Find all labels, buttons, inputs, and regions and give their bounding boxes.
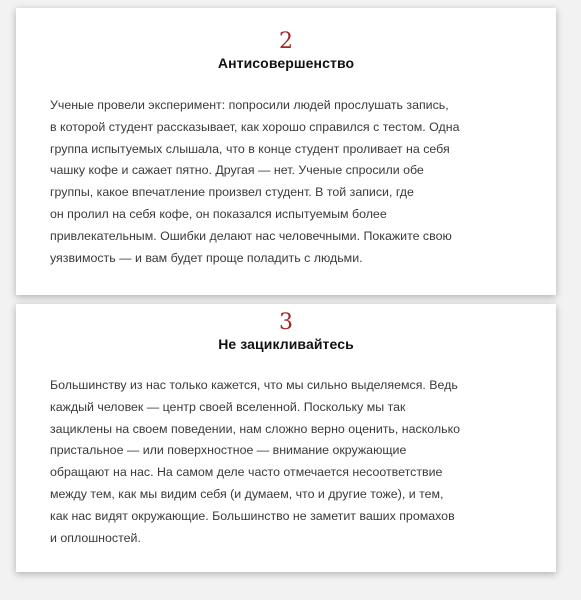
body-line: каждый человек — центр своей вселенной. Поскольку мы так xyxy=(50,399,406,414)
section-card-2 xyxy=(16,8,556,295)
body-line: зациклены на своем поведении, нам сложно верно оценить, насколько xyxy=(50,421,461,436)
body-line: группа испытуемых слышала, что в конце студент проливает на себя xyxy=(50,141,450,156)
body-line: как нас видят окружающие. Большинство не заметит ваших промахов xyxy=(50,508,455,523)
body-line: уязвимость — и вам будет проще поладить с людьми. xyxy=(50,250,363,265)
body-line: обращают на нас. На самом деле часто отмечается несоответствие xyxy=(50,465,443,480)
section-body xyxy=(50,375,522,549)
body-line: в которой студент рассказывает, как хорошо справился с тестом. Одна xyxy=(50,119,460,134)
body-line: пристальное — или поверхностное — внимание окружающие xyxy=(50,443,407,458)
body-line: привлекательным. Ошибки делают нас человечными. Покажите свою xyxy=(50,228,452,243)
section-title: Не зацикливайтесь xyxy=(218,336,354,352)
body-line: Большинству из нас только кажется, что мы сильно выделяемся. Ведь xyxy=(50,378,458,392)
section-title: Антисовершенство xyxy=(217,55,355,71)
section-body xyxy=(50,95,522,269)
body-line: Ученые провели эксперимент: попросили людей прослушать запись, xyxy=(50,98,449,112)
body-line: группы, какое впечатление произвел студент. В той записи, где xyxy=(50,185,414,200)
body-line: он пролил на себя кофе, он показался испытуемым более xyxy=(50,206,387,221)
body-line: чашку кофе и сажает пятно. Другая — нет. Ученые спросили обе xyxy=(50,163,424,178)
section-number: 2 xyxy=(279,29,293,54)
section-number: 3 xyxy=(279,310,293,335)
body-line: и оплошностей. xyxy=(50,530,141,545)
section-card-3 xyxy=(16,304,556,572)
body-line: между тем, как мы видим себя (и думаем, что и другие тоже), и тем, xyxy=(50,486,444,501)
